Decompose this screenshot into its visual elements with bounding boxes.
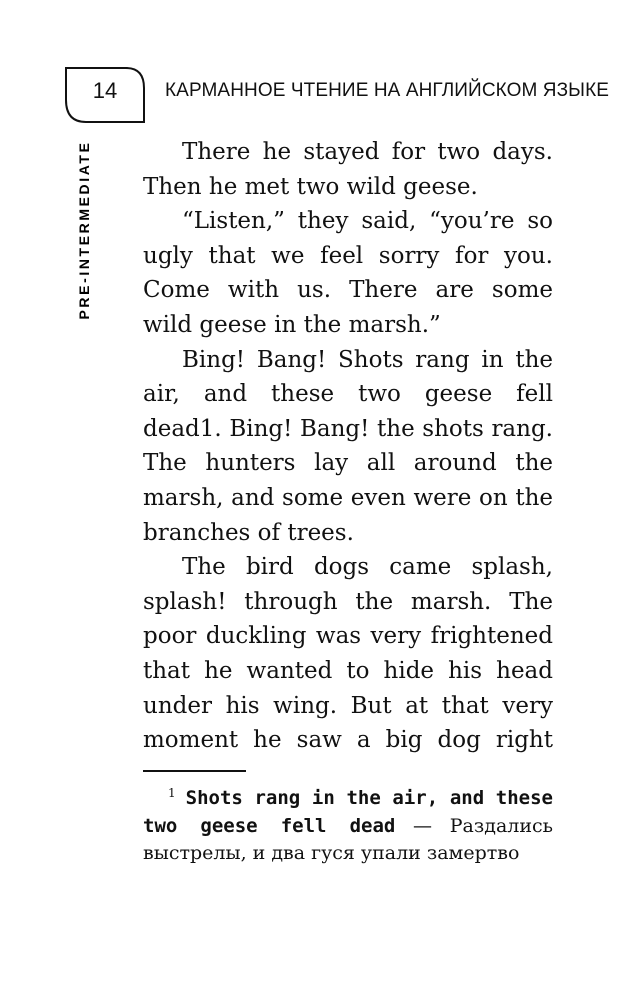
- paragraph: The bird dogs came splash, splash! through the marsh. The poor duckling was very frightened that he wanted to hide his head under his wing. But at that very moment he saw a big dog right: [143, 554, 553, 754]
- paragraph: “Listen,” they said, “you’re so ugly that we feel sorry for you. Come with us. There are some wild geese in the marsh.”: [143, 208, 553, 338]
- footnote: [143, 780, 553, 868]
- footnote-translation: Раздались выстрелы, и два гуся упали замертво: [143, 814, 553, 864]
- page-number: 14: [92, 78, 118, 103]
- running-head: КАРМАННОЕ ЧТЕНИЕ НА АНГЛИЙСКОМ ЯЗЫКЕ: [165, 80, 610, 101]
- level-side-label: PRE-INTERMEDIATE: [76, 140, 92, 320]
- paragraph: There he stayed for two days. Then he met two wild geese.: [143, 139, 553, 200]
- footnote-dash: —: [395, 814, 450, 837]
- footnote-term: Shots rang in the air, and these two geese fell dead: [143, 787, 553, 837]
- paragraph: Bing! Bang! Shots rang in the air, and these two geese fell dead1. Bing! Bang! the shots rang. The hunters lay all around the marsh, and some even were on the branches of trees.: [143, 346, 553, 546]
- story-text: [143, 135, 553, 758]
- footnote-marker: 1: [168, 786, 176, 800]
- footnote-divider: [143, 770, 246, 772]
